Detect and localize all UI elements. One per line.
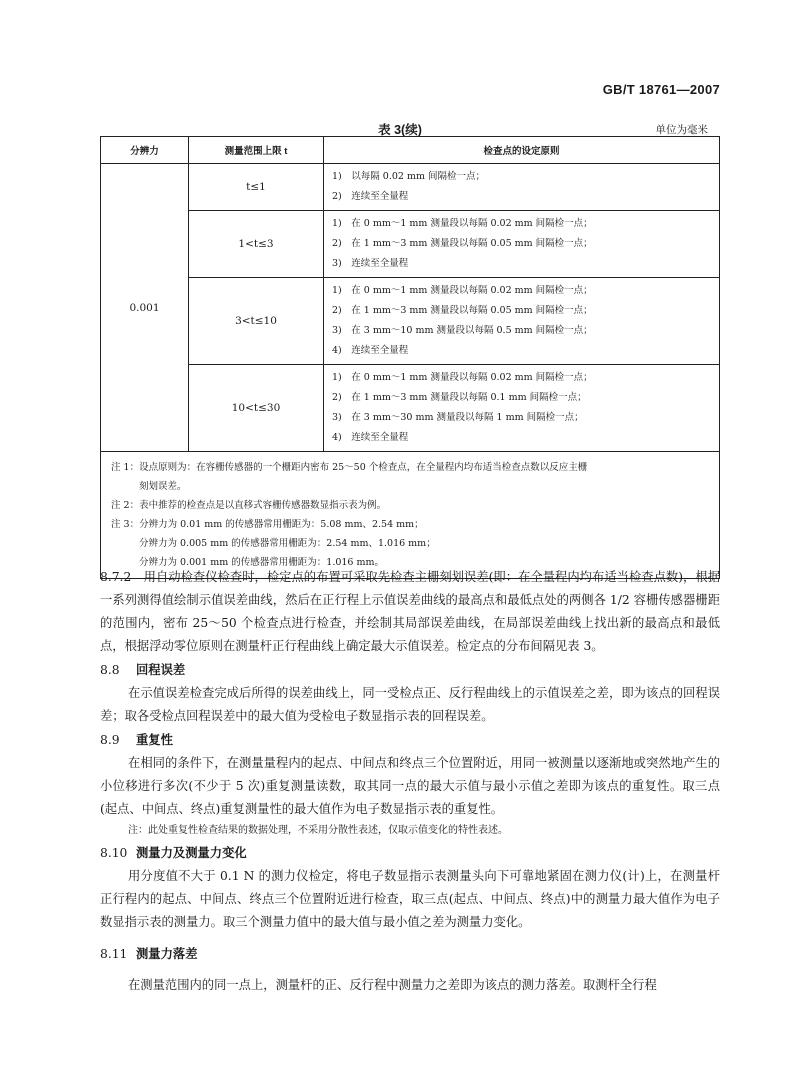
heading-number: 8.8 — [100, 663, 120, 677]
col-header-principle: 检查点的设定原则 — [324, 137, 720, 164]
heading-title: 回程误差 — [136, 662, 186, 677]
point-line: 3) 在 3 mm～30 mm 测量段以每隔 1 mm 间隔检一点； — [332, 412, 584, 423]
heading-8-8 — [100, 658, 720, 682]
note-1: 注 1：设点原则为：在容栅传感器的一个栅距内密布 25～50 个检查点，在全量程内均布适当检查点数以反应主栅 — [111, 462, 588, 473]
points-cell — [324, 164, 720, 211]
heading-number: 8.9 — [100, 733, 120, 747]
table-caption: 表 3(续) — [378, 123, 422, 137]
point-line: 1) 在 0 mm～1 mm 测量段以每隔 0.02 mm 间隔检一点； — [332, 285, 593, 296]
heading-title: 测量力落差 — [136, 946, 198, 961]
range-cell: 1<t≤3 — [189, 211, 324, 278]
range-cell: 10<t≤30 — [189, 365, 324, 452]
section-8-10-text: 用分度值不大于 0.1 N 的测力仪检定，将电子数显指示表测量头向下可靠地紧固在测力仪(计)上，在测量杆正行程内的起点、中间点、终点三个位置附近进行检查，取三点(起点、中间点、终点)中的测量力最大值作为电子数显指示表的测量力。取三个测量力值中的最大值与最小值之差为测量力变化。 — [100, 869, 720, 929]
note-3: 注 3：分辨力为 0.01 mm 的传感器常用栅距为：5.08 mm、2.54 mm； — [111, 519, 424, 530]
point-line: 4) 连续至全量程 — [332, 345, 409, 356]
point-line: 2) 连续至全量程 — [332, 191, 409, 202]
point-line: 3) 连续至全量程 — [332, 258, 409, 269]
note-1-cont: 刻划误差。 — [139, 481, 187, 492]
note-2: 注 2：表中推荐的检查点是以直移式容栅传感器数显指示表为例。 — [111, 500, 387, 511]
heading-8-9 — [100, 728, 720, 752]
heading-title: 测量力及测量力变化 — [136, 845, 247, 860]
point-line: 1) 在 0 mm～1 mm 测量段以每隔 0.02 mm 间隔检一点； — [332, 218, 593, 229]
point-line: 2) 在 1 mm～3 mm 测量段以每隔 0.05 mm 间隔检一点； — [332, 238, 593, 249]
table-row — [101, 211, 720, 278]
heading-number: 8.11 — [100, 947, 128, 961]
range-cell: t≤1 — [189, 164, 324, 211]
table-row — [101, 278, 720, 365]
section-8-11-text: 在测量范围内的同一点上，测量杆的正、反行程中测量力之差即为该点的测力落差。取测杆全行程 — [128, 978, 657, 992]
body-text — [100, 566, 720, 997]
checkpoint-table — [100, 136, 720, 579]
col-header-resolution: 分辨力 — [101, 137, 189, 164]
table-notes-row — [101, 452, 720, 579]
section-8-7-2: 8.7.2 用自动检查仪检查时，检定点的布置可采取先检查主栅刻划误差(即：在全量程内均布适当检查点数)，根据一系列测得值绘制示值误差曲线，然后在正行程上示值误差曲线的最高点和最低点处的两侧各 1/2 容栅传感器栅距的范围内，密布 25～50 个检查点进行检查，并绘制其局部误差曲线，在局部误差曲线上找出新的最高点和最低点，根据浮动零位原则在测量杆正行程曲线上确定最大示值误差。检定点的分布间隔见表 3。 — [100, 570, 720, 653]
points-cell — [324, 211, 720, 278]
col-header-range: 测量范围上限 t — [189, 137, 324, 164]
heading-8-10 — [100, 841, 720, 865]
note-3-cont: 分辨力为 0.001 mm 的传感器常用栅距为：1.016 mm。 — [139, 557, 385, 568]
table-row — [101, 164, 720, 211]
point-line: 2) 在 1 mm～3 mm 测量段以每隔 0.1 mm 间隔检一点； — [332, 392, 587, 403]
point-line: 2) 在 1 mm～3 mm 测量段以每隔 0.05 mm 间隔检一点； — [332, 305, 593, 316]
point-line: 3) 在 3 mm～10 mm 测量段以每隔 0.5 mm 间隔检一点； — [332, 325, 593, 336]
standard-code: GB/T 18761—2007 — [602, 82, 720, 97]
heading-8-11 — [100, 942, 720, 966]
heading-title: 重复性 — [136, 732, 173, 747]
point-line: 4) 连续至全量程 — [332, 432, 409, 443]
heading-number: 8.10 — [100, 846, 128, 860]
unit-label: 单位为毫米 — [655, 124, 708, 136]
note-3-cont: 分辨力为 0.005 mm 的传感器常用栅距为：2.54 mm、1.016 mm； — [139, 538, 436, 549]
table-notes — [101, 452, 720, 579]
resolution-cell: 0.001 — [101, 164, 189, 452]
section-8-9-text: 在相同的条件下，在测量量程内的起点、中间点和终点三个位置附近，用同一被测量以逐渐地或突然地产生的小位移进行多次(不少于 5 次)重复测量读数，取其同一点的最大示值与最小示值之差即为该点的重复性。取三点(起点、中间点、终点)重复测量性的最大值作为电子数显指示表的重复性。 — [100, 756, 720, 816]
points-cell — [324, 278, 720, 365]
range-cell: 3<t≤10 — [189, 278, 324, 365]
point-line: 1) 以每隔 0.02 mm 间隔检一点； — [332, 171, 485, 182]
points-cell — [324, 365, 720, 452]
point-line: 1) 在 0 mm～1 mm 测量段以每隔 0.02 mm 间隔检一点； — [332, 372, 593, 383]
section-8-8-text: 在示值误差检查完成后所得的误差曲线上，同一受检点正、反行程曲线上的示值误差之差，即为该点的回程误差；取各受检点回程误差中的最大值为受检电子数显指示表的回程误差。 — [100, 686, 720, 723]
table-row — [101, 365, 720, 452]
table-header-row — [101, 137, 720, 164]
section-8-9-note: 注：此处重复性检查结果的数据处理，不采用分散性表述，仅取示值变化的特性表述。 — [128, 825, 508, 836]
